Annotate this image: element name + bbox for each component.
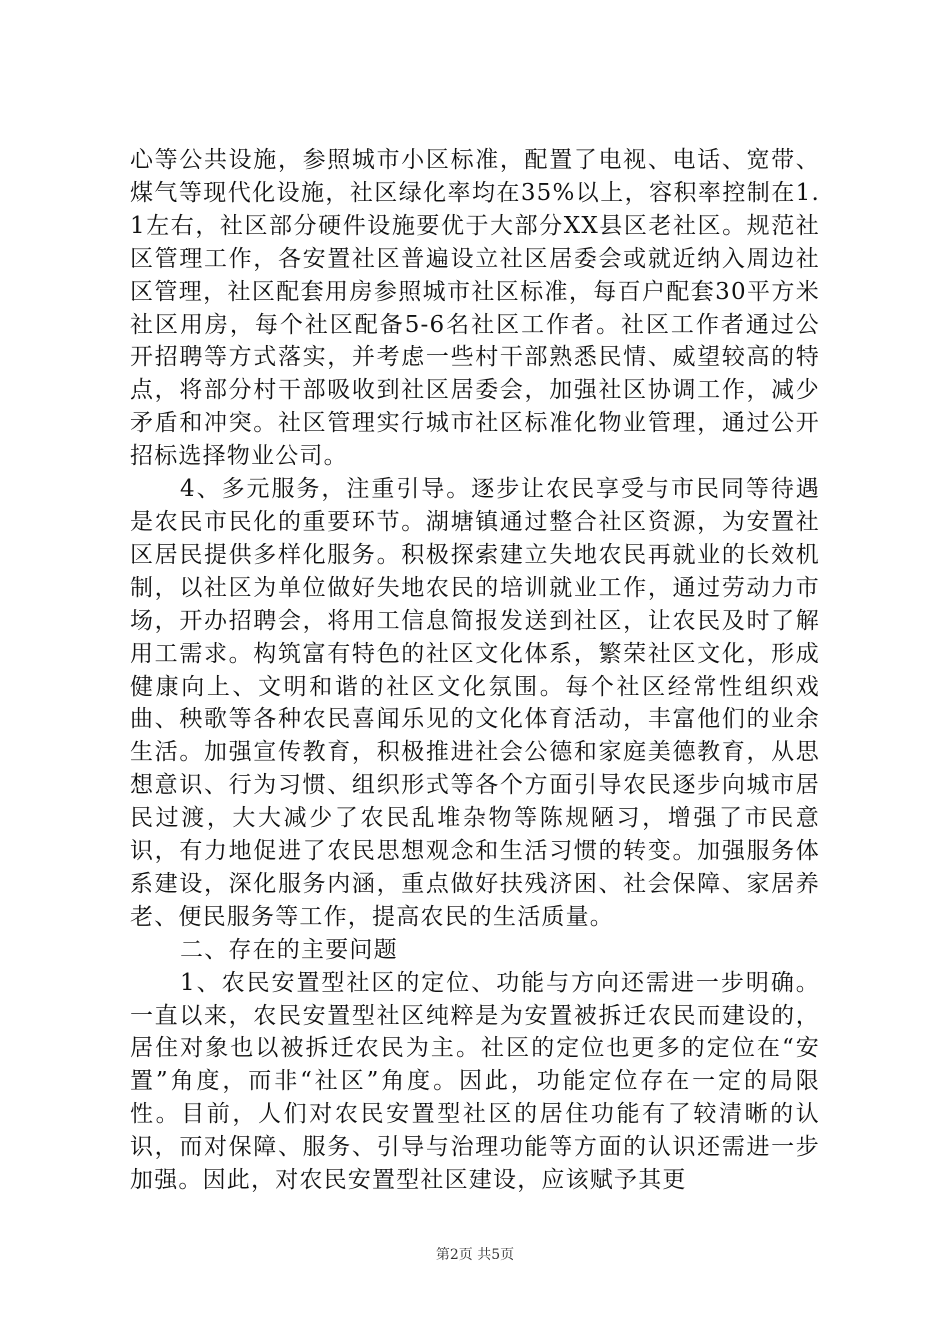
page-footer: 第2页 共5页 (435, 1247, 515, 1263)
paragraph-services: 4、多元服务，注重引导。逐步让农民享受与市民同等待遇是农民市民化的重要环节。湖塘镇通过整合社区资源，为安置社区居民提供多样化服务。积极探索建立失地农民再就业的长效机制，以社区为单位做好失地农民的培训就业工作，通过劳动力市场，开办招聘会，将用工信息简报发送到社区，让农民及时了解用工需求。构筑富有特色的社区文化体系，繁荣社区文化，形成健康向上、文明和谐的社区文化氛围。每个社区经常性组织戏曲、秧歌等各种农民喜闻乐见的文化体育活动，丰富他们的业余生活。加强宣传教育，积极推进社会公德和家庭美德教育，从思想意识、行为习惯、组织形式等各个方面引导农民逐步向城市居民过渡，大大减少了农民乱堆杂物等陈规陋习，增强了市民意识，有力地促进了农民思想观念和生活习惯的转变。加强服务体系建设，深化服务内涵，重点做好扶残济困、社会保障、家居养老、便民服务等工作，提高农民的生活质量。 (130, 476, 820, 930)
section-heading: 二、存在的主要问题 (180, 936, 398, 963)
paragraph-issues: 1、农民安置型社区的定位、功能与方向还需进一步明确。一直以来，农民安置型社区纯粹是为安置被拆迁农民而建设的，居住对象也以被拆迁农民为主。社区的定位也更多的定位在“安置”角度，而非“社区”角度。因此，功能定位存在一定的局限性。目前，人们对农民安置型社区的居住功能有了较清晰的认识，而对保障、服务、引导与治理功能等方面的认识还需进一步加强。因此，对农民安置型社区建设，应该赋予其更 (130, 969, 820, 1194)
document-body (130, 144, 820, 1197)
paragraph-continuation: 心等公共设施，参照城市小区标准，配置了电视、电话、宽带、煤气等现代化设施，社区绿化率均在35%以上，容积率控制在1.1左右，社区部分硬件设施要优于大部分XX县区老社区。规范社区管理工作，各安置社区普遍设立社区居委会或就近纳入周边社区管理，社区配套用房参照城市社区标准，每百户配套30平方米社区用房，每个社区配备5-6名社区工作者。社区工作者通过公开招聘等方式落实，并考虑一些村干部熟悉民情、威望较高的特点，将部分村干部吸收到社区居委会，加强社区协调工作，减少矛盾和冲突。社区管理实行城市社区标准化物业管理，通过公开招标选择物业公司。 (130, 147, 820, 470)
